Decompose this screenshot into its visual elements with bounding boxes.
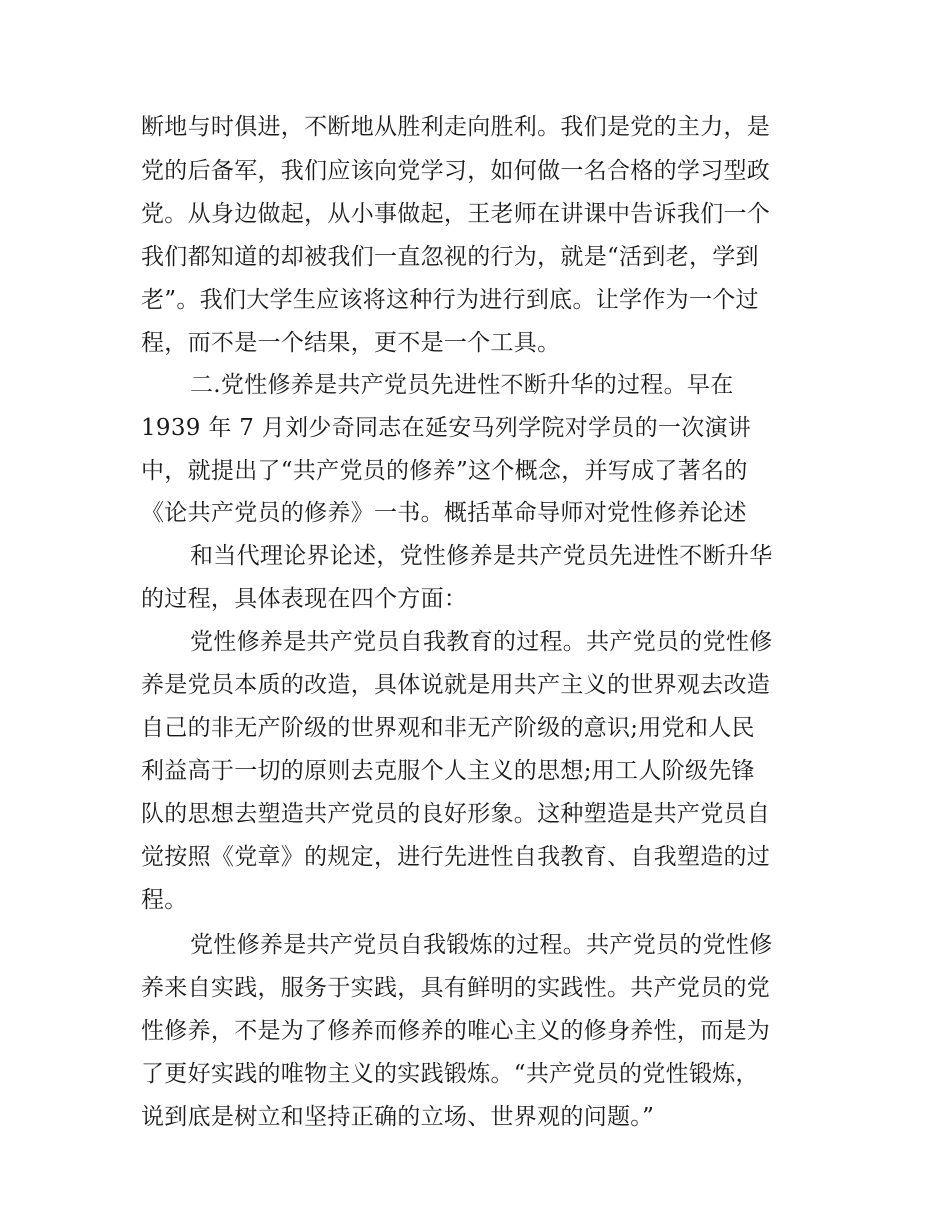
text-line: 程，而不是一个结果，更不是一个工具。 [141,330,561,356]
text-line: 和当代理论界论述，党性修养是共产党员先进性不断升华 [190,543,773,569]
text-line: 队的思想去塑造共产党员的良好形象。这种塑造是共产党员自 [141,801,771,827]
paragraph-start: 党性修养是共产党员自我锻炼的过程。共产党员的党性修 [190,932,773,958]
text-line: 我们都知道的却被我们一直忽视的行为，就是“活到老，学到 [141,244,759,270]
paragraph-start: 党性修养是共产党员自我教育的过程。共产党员的党性修 [190,629,773,655]
text-line: 党。从身边做起，从小事做起，王老师在讲课中告诉我们一个 [141,201,771,227]
text-line: 利益高于一切的原则去克服个人主义的思想;用工人阶级先锋 [141,758,755,784]
text-line: 自己的非无产阶级的世界观和非无产阶级的意识;用党和人民 [141,715,755,741]
text-line: 性修养，不是为了修养而修养的唯心主义的修身养性，而是为 [141,1018,771,1044]
text-line: 养来自实践，服务于实践，具有鲜明的实践性。共产党员的党 [141,975,771,1001]
text-line: 程。 [141,887,188,913]
text-line: 说到底是树立和坚持正确的立场、世界观的问题。” [141,1104,655,1130]
text-line: 老”。我们大学生应该将这种行为进行到底。让学作为一个过 [141,287,759,313]
text-line: 的过程，具体表现在四个方面： [141,586,468,612]
text-line: 《论共产党员的修养》一书。概括革命导师对党性修养论述 [141,500,747,526]
section-heading: 二.党性修养是共产党员先进性不断升华的过程。早在 [190,372,734,398]
text-line: 党的后备军，我们应该向党学习，如何做一名合格的学习型政 [141,158,771,184]
text-line: 养是党员本质的改造，具体说就是用共产主义的世界观去改造 [141,672,771,698]
text-line: 觉按照《党章》的规定，进行先进性自我教育、自我塑造的过 [141,844,771,870]
text-line: 了更好实践的唯物主义的实践锻炼。“共产党员的党性锻炼， [141,1061,759,1087]
text-line: 中，就提出了“共产党员的修养”这个概念，并写成了著名的 [141,458,748,484]
text-line: 1939 年 7 月刘少奇同志在延安马列学院对学员的一次演讲 [141,415,752,441]
text-line: 断地与时俱进，不断地从胜利走向胜利。我们是党的主力，是 [141,114,771,140]
